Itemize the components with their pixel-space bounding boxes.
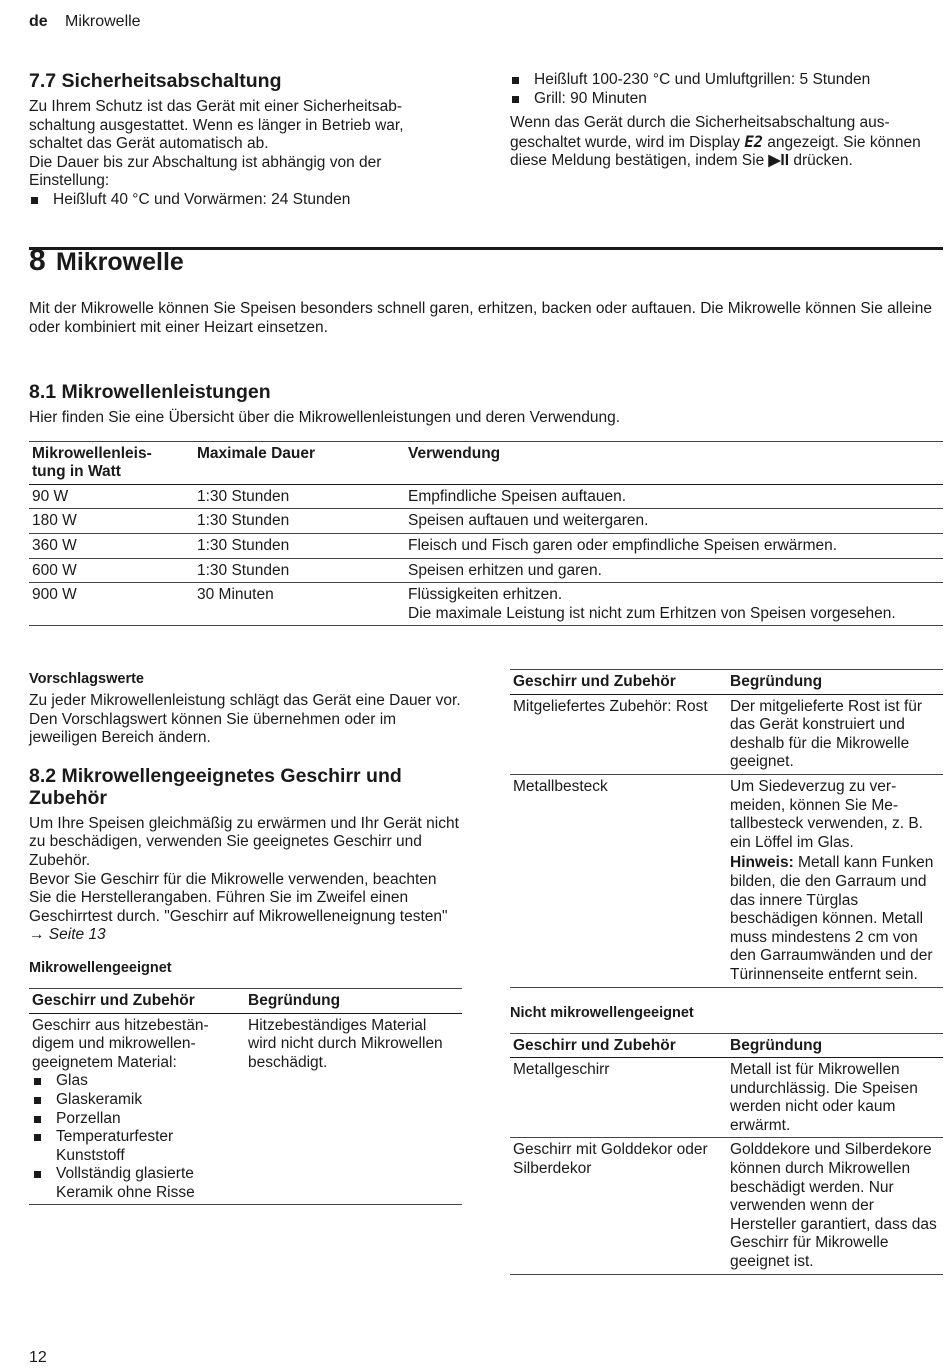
section-8-1-heading: 8.1 Mikrowellenleistungen [29,381,271,403]
display-code-e2: E2 [744,132,763,151]
column-header: Begründung [730,673,823,690]
section-7-7-left [29,70,461,210]
section-7-7-paragraph-3: Wenn das Gerät durch die Sicherheitsabschaltung ausgeschaltet wurde, wird im Display E2 angezeigt. Sie können diese Meldung bestätigen, indem Sie ▶II drücken. [510,114,921,170]
unsuitable-heading: Nicht mikrowellengeeignet [510,1004,694,1021]
table-row: Geschirr aus hitzebeständigem und mikrowellengeeignetem Material: Glas Glaskeramik Porzellan Temperaturfester Kunststoff Vollständig glasierte Keramik ohne Risse Hitzebeständiges Material wird nicht durch Mikrowellen beschädigt. [29,1013,462,1205]
table-row: 900 W 30 Minuten Flüssigkeiten erhitzen. Die maximale Leistung ist nicht zum Erhitzen von Speisen vorgesehen. [29,583,943,626]
page-number: 12 [29,1349,47,1366]
section-8-1 [29,381,943,626]
chapter-intro: Mit der Mikrowelle können Sie Speisen besonders schnell garen, erhitzen, backen oder auftauen. Die Mikrowelle können Sie alleine oder kombiniert mit einer Heizart einsetzen. [29,300,932,336]
chapter-heading [29,244,184,277]
column-header: Verwendung [408,444,501,462]
column-header: Begründung [248,991,341,1009]
section-8-2-paragraph-1: Um Ihre Speisen gleichmäßig zu erwärmen und Ihr Gerät nicht zu beschädigen, verwenden Sie geeignetes Geschirr und Zubehör. [29,814,459,869]
bullet-item: Heißluft 100-230 °C und Umluftgrillen: 5 Stunden [510,71,942,90]
table-header-row [510,670,943,695]
column-header: Begründung [730,1036,823,1054]
suitable-heading: Mikrowellengeeignet [29,959,172,976]
header-title: Mikrowelle [65,13,141,30]
page-link[interactable]: → Seite 13 [29,926,106,944]
table-row: 180 W 1:30 Stunden Speisen auftauen und weitergaren. [29,509,943,534]
right-column-lower [510,669,943,1275]
table-row: 360 W 1:30 Stunden Fleisch und Fisch garen oder empfindliche Speisen erwärmen. [29,533,943,558]
start-pause-button-icon: ▶II [768,152,790,170]
column-header: Geschirr und Zubehör [513,673,676,690]
column-header: Geschirr und Zubehör [32,991,195,1009]
table-row: Metallgeschirr Metall ist für Mikrowellen undurchlässig. Die Speisen werden nicht oder kaum erwärmt. [510,1058,943,1138]
table-row: Metallbesteck Um Siedeverzug zu vermeiden, können Sie Metallbesteck verwenden, z. B. ein Löffel im Glas. Hinweis: Metall kann Funken bilden, die den Garraum und das innere Türglas beschädigen können. Metall muss mindestens 2 cm von den Garraumwänden und der Türinnenseite entfernt sein. [510,774,943,987]
table-header-row [29,441,943,484]
list-item: Temperaturfester Kunststoff [32,1128,242,1165]
table-row: 90 W 1:30 Stunden Empfindliche Speisen auftauen. [29,484,943,509]
section-7-7-paragraph-1: Zu Ihrem Schutz ist das Gerät mit einer Sicherheitsabschaltung ausgestattet. Wenn es länger in Betrieb war, schaltet das Gerät automatisch ab. [29,98,404,153]
power-table [29,441,943,627]
section-7-7-heading: 7.7 Sicherheitsabschaltung [29,70,282,92]
column-header: Geschirr und Zubehör [513,1036,676,1054]
section-7-7-paragraph-2: Die Dauer bis zur Abschaltung ist abhängig von der Einstellung: [29,153,382,190]
bullet-item: Grill: 90 Minuten [510,90,942,109]
list-item: Glaskeramik [32,1091,242,1110]
suggested-values-text: Zu jeder Mikrowellenleistung schlägt das Gerät eine Dauer vor. Den Vorschlagswert können Sie übernehmen oder im jeweiligen Bereich ändern. [29,692,461,747]
section-7-7-right [510,71,942,171]
section-8-1-intro: Hier finden Sie eine Übersicht über die Mikrowellenleistungen und deren Verwendung. [29,409,621,426]
header-language: de [29,13,48,30]
hint-note: Hinweis: Metall kann Funken bilden, die den Garraum und das innere Türglas beschädigen können. Metall muss mindestens 2 cm von den Garraumwänden und der Türinnenseite entfernt sein. [730,854,934,983]
suggested-values-heading: Vorschlagswerte [29,671,144,687]
left-column-lower [29,670,462,1205]
chapter-title: Mikrowelle [56,248,184,276]
section-8-2-paragraph-2: Bevor Sie Geschirr für die Mikrowelle verwenden, beachten Sie die Herstellerangaben. Führen Sie im Zweifel einen Geschirrtest durch. "Geschirr auf Mikrowelleneignung testen" → Seite 13 [29,870,448,944]
unsuitable-table [510,1033,943,1275]
bullet-item: Heißluft 40 °C und Vorwärmen: 24 Stunden [29,191,461,210]
chapter-number: 8 [29,244,46,277]
section-8-2-heading: 8.2 Mikrowellengeeignetes Geschirr und Zubehör [29,764,402,809]
suitable-table [29,988,462,1206]
list-item: Glas [32,1072,242,1091]
list-item: Vollständig glasierte Keramik ohne Risse [32,1165,242,1202]
table-header-row [29,988,462,1013]
table-row: Mitgeliefertes Zubehör: Rost Der mitgelieferte Rost ist für das Gerät konstruiert und deshalb für die Mikrowelle geeignet. [510,694,943,774]
table-header-row [510,1033,943,1058]
suitable-table-continued [510,669,943,988]
list-item: Porzellan [32,1110,242,1129]
column-header: Maximale Dauer [197,444,316,462]
table-row: Geschirr mit Golddekor oder Silberdekor Golddekore und Silberdekore können durch Mikrowellen beschädigt werden. Nur verwenden wenn der Hersteller garantiert, dass das Geschirr für Mikrowelle geeignet ist. [510,1138,943,1274]
column-header: Mikrowellenleis- tung in Watt [32,444,152,481]
table-row: 600 W 1:30 Stunden Speisen erhitzen und garen. [29,558,943,583]
